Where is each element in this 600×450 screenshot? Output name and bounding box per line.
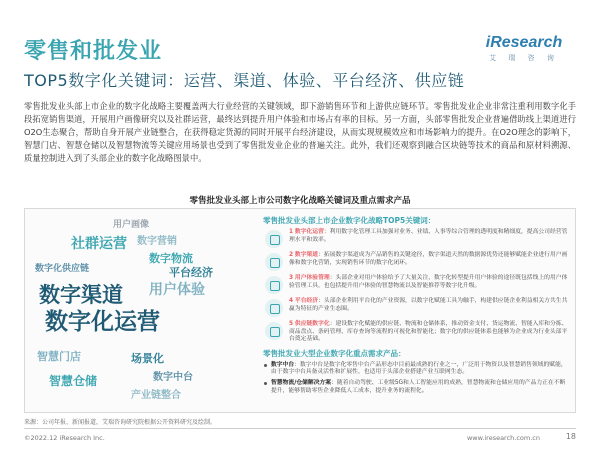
products-title: 零售批发业大型企业数字化重点需求产品：: [263, 348, 406, 358]
keyword-item: [263, 275, 569, 295]
keyword-cloud: [31, 215, 257, 407]
keywords-panel: [263, 215, 569, 398]
figure-title: 零售批发业头部上市公司数字化战略关键词及重点需求产品: [189, 196, 411, 206]
figure-box: [24, 208, 576, 413]
cloud-word: 智慧仓储: [49, 374, 98, 388]
keyword-desc: ：利用数字化管理工具加强对业务、业绩、人事等综合管理的透明度和精细度，提高公司经营管理水平和效率。: [289, 229, 568, 243]
keywords-title: 零售批发业头部上市企业数字化战略TOP5关键词：: [263, 216, 436, 225]
page-number: 18: [565, 432, 576, 441]
cloud-word: 智慧门店: [37, 350, 81, 363]
keyword-number: 2: [289, 252, 294, 258]
products-list: [263, 362, 569, 395]
keyword-name: 数字渠道: [294, 252, 319, 258]
keyword-item: [263, 252, 569, 272]
cloud-word: 数字营销: [137, 236, 177, 247]
keyword-icon: [265, 299, 283, 317]
product-name: 数字中台: [271, 361, 295, 368]
keyword-name: 供应链数字化: [294, 321, 330, 327]
cloud-word: 用户体验: [149, 282, 205, 298]
keyword-desc: ：建设数字化赋能的供应链、物流和仓储体系，推动资金支付、货运物流、智能入库和分拣、商品盘点、条码管理、库存查询等流程的可视化和智能化；数字化的供应链体系也能够为企业成为行业头部平台奠定基础。: [289, 321, 568, 343]
keyword-icon: [265, 276, 283, 294]
cloud-word: 场景化: [131, 352, 164, 365]
footer-url: www.iresearch.com.cn: [466, 434, 540, 442]
cloud-word: 产业链整合: [131, 390, 181, 401]
footer-copyright: ©2022.12 iResearch Inc.: [24, 434, 105, 442]
product-item: [263, 362, 569, 377]
keyword-desc: ：头部企业利用平台化的产业资源，以数字化赋能工具为触手，构建供应链企业利益相关方共生共赢为特征的产业生态圈。: [289, 298, 568, 312]
keyword-desc: ：拓展数字渠道成为产品销售的关键途径，数字渠道天然的数据源优势还能够赋能企业进行用户画像和数字化营销，实现销售环节的数字化闭环。: [289, 252, 568, 266]
cloud-word: 平台经济: [169, 266, 213, 279]
keyword-number: 5: [289, 321, 294, 327]
cloud-word: 数字物流: [149, 252, 193, 265]
cloud-word: 数字渠道: [39, 283, 123, 307]
product-item: [263, 380, 569, 395]
intro-paragraph: 零售批发业头部上市企业的数字化战略主要覆盖两大行业经营的关键领域，即下游销售环节和上游供应链环节。零售批发业企业非常注重利用数字化手段拓宽销售渠道，开展用户画像研究以及社群运营，最终达到提升用户体验和市场占有率的目标。另一方面，头部零售批发企业普遍借助线上渠道进行O2O生态聚合，帮助自身开展产业链整合，在获得稳定货源的同时开展平台经济建设，从而实现规模效应和市场影响力的提升。在O2O理念的影响下，智慧门店、智慧仓储以及智慧物流等关键应用场景也受到了零售批发业企业的普遍关注。此外，我们还观察到融合区块链等技术的商品和原材料溯源、质量控制进入到了头部企业的数字化战略图景中。: [24, 101, 576, 163]
source-note: 来源：公司年报、新闻报道，艾瑞咨询研究院根据公开资料研究及绘制。: [24, 419, 217, 426]
cloud-word: 数字化运营: [45, 309, 160, 335]
keyword-name: 平台经济: [294, 298, 319, 304]
logo-sub: 艾 瑞 咨 询: [489, 54, 559, 62]
keyword-item: [263, 229, 569, 249]
keyword-number: 4: [289, 298, 294, 304]
footer-divider: [24, 428, 576, 429]
page-title: 零售和批发业: [24, 39, 163, 64]
product-name: 智慧物流/仓储解决方案: [271, 379, 332, 386]
keywords-list: [263, 229, 569, 344]
product-desc: ：随着自动驾驶、工业级5G和人工智能应用的成熟，智慧物流和仓储应用的产品力正在不断提升，能够帮助零售企业降低人工成本，提升业务的流程化。: [271, 379, 566, 394]
keyword-icon: [265, 322, 283, 340]
cloud-word: 数字化供应链: [35, 264, 90, 274]
product-desc: ：数字中台是数字化零售中台产品形态中目前最成熟的行业之一，广泛用于物资以及智慧销售领域的赋能，由于数字中台具备灵活性和扩展性，也适用于头部企业搭建产业互联网生态。: [271, 361, 567, 376]
cloud-word: 社群运营: [71, 236, 127, 252]
keyword-number: 3: [289, 275, 294, 281]
keyword-number: 1: [289, 229, 294, 235]
keyword-icon: [265, 253, 283, 271]
keyword-icon: [265, 230, 283, 248]
keyword-item: [263, 298, 569, 318]
logo-name: iResearch: [485, 34, 563, 51]
iresearch-logo: [476, 34, 572, 63]
keyword-name: 用户体验管理: [294, 275, 330, 281]
cloud-word: 用户画像: [113, 220, 150, 230]
keyword-name: 数字化运营: [294, 229, 324, 235]
keyword-desc: ：头部企业对用户体验给予了大量关注，数字化转型提升用户体验的途径既包括线上的用户体验管理工具，也包括提升用户体验的智慧物流以及智能推荐等数字化升级。: [289, 275, 568, 289]
page-subtitle: TOP5数字化关键词：运营、渠道、体验、平台经济、供应链: [24, 71, 465, 90]
cloud-word: 数字中台: [153, 372, 193, 383]
keyword-item: [263, 321, 569, 344]
